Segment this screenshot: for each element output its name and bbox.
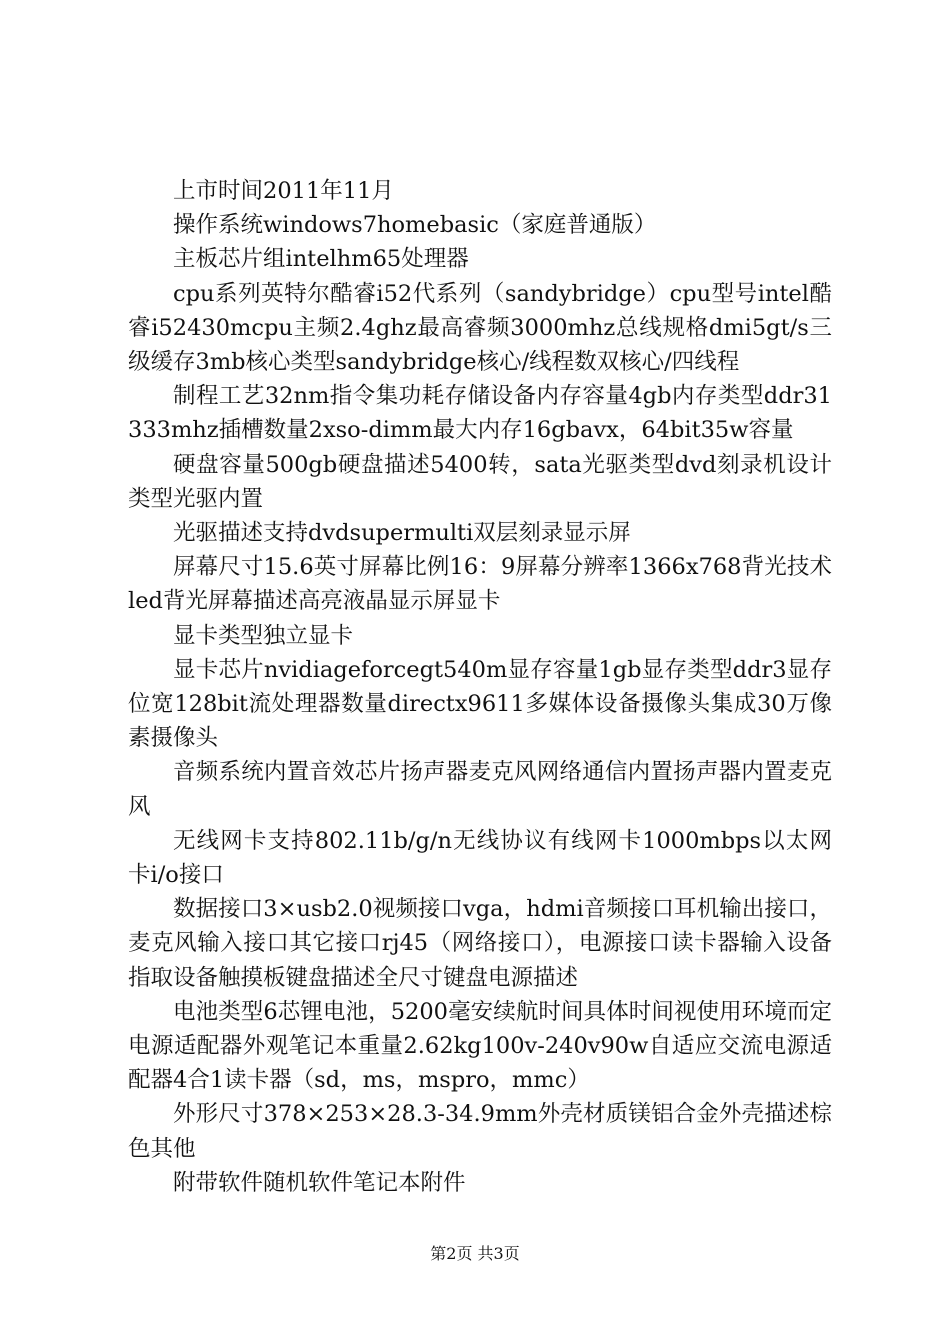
paragraph-release-date: 上市时间2011年11月	[173, 178, 394, 204]
paragraph-ports: 数据接口3×usb2.0视频接口vga，hdmi音频接口耳机输出接口，麦克风输入接口其它接口rj45（网络接口），电源接口读卡器输入设备指取设备触摸板键盘描述全尺寸键盘电源描述	[128, 896, 832, 991]
paragraph-optical-drive: 光驱描述支持dvdsupermulti双层刻录显示屏	[173, 520, 631, 547]
paragraph-audio: 音频系统内置音效芯片扬声器麦克风网络通信内置扬声器内置麦克风	[128, 759, 832, 820]
paragraph-operating-system: 操作系统windows7homebasic（家庭普通版）	[173, 212, 657, 239]
paragraph-network: 无线网卡支持802.11b/g/n无线协议有线网卡1000mbps以太网卡i/o接口	[128, 827, 832, 889]
paragraph-memory: 制程工艺32nm指令集功耗存储设备内存容量4gb内存类型ddr31333mhz插槽数量2xso-dimm最大内存16gbavx，64bit35w容量	[128, 383, 832, 444]
paragraph-graphics-type: 显卡类型独立显卡	[173, 622, 354, 649]
paragraph-cpu: cpu系列英特尔酷睿i52代系列（sandybridge）cpu型号intel酷睿i52430mcpu主频2.4ghz最高睿频3000mhz总线规格dmi5gt/s三级缓存3mb核心类型sandybridge核心/线程数双核心/四线程	[128, 280, 832, 376]
paragraph-chipset: 主板芯片组intelhm65处理器	[173, 246, 469, 273]
paragraph-dimensions: 外形尺寸378×253×28.3-34.9mm外壳材质镁铝合金外壳描述棕色其他	[128, 1101, 832, 1162]
paragraph-storage: 硬盘容量500gb硬盘描述5400转，sata光驱类型dvd刻录机设计类型光驱内置	[128, 451, 832, 512]
page-number-footer: 第2页 共3页	[430, 1244, 520, 1263]
paragraph-battery: 电池类型6芯锂电池，5200毫安续航时间具体时间视使用环境而定电源适配器外观笔记本重量2.62kg100v-240v90w自适应交流电源适配器4合1读卡器（sd，ms，mspro，mmc）	[128, 998, 832, 1094]
paragraph-display: 屏幕尺寸15.6英寸屏幕比例16：9屏幕分辨率1366x768背光技术led背光屏幕描述高亮液晶显示屏显卡	[128, 554, 832, 615]
paragraph-software: 附带软件随机软件笔记本附件	[173, 1169, 466, 1196]
document-body	[128, 174, 832, 1200]
paragraph-graphics-chip: 显卡芯片nvidiageforcegt540m显存容量1gb显存类型ddr3显存位宽128bit流处理器数量directx9611多媒体设备摄像头集成30万像素摄像头	[128, 656, 832, 752]
